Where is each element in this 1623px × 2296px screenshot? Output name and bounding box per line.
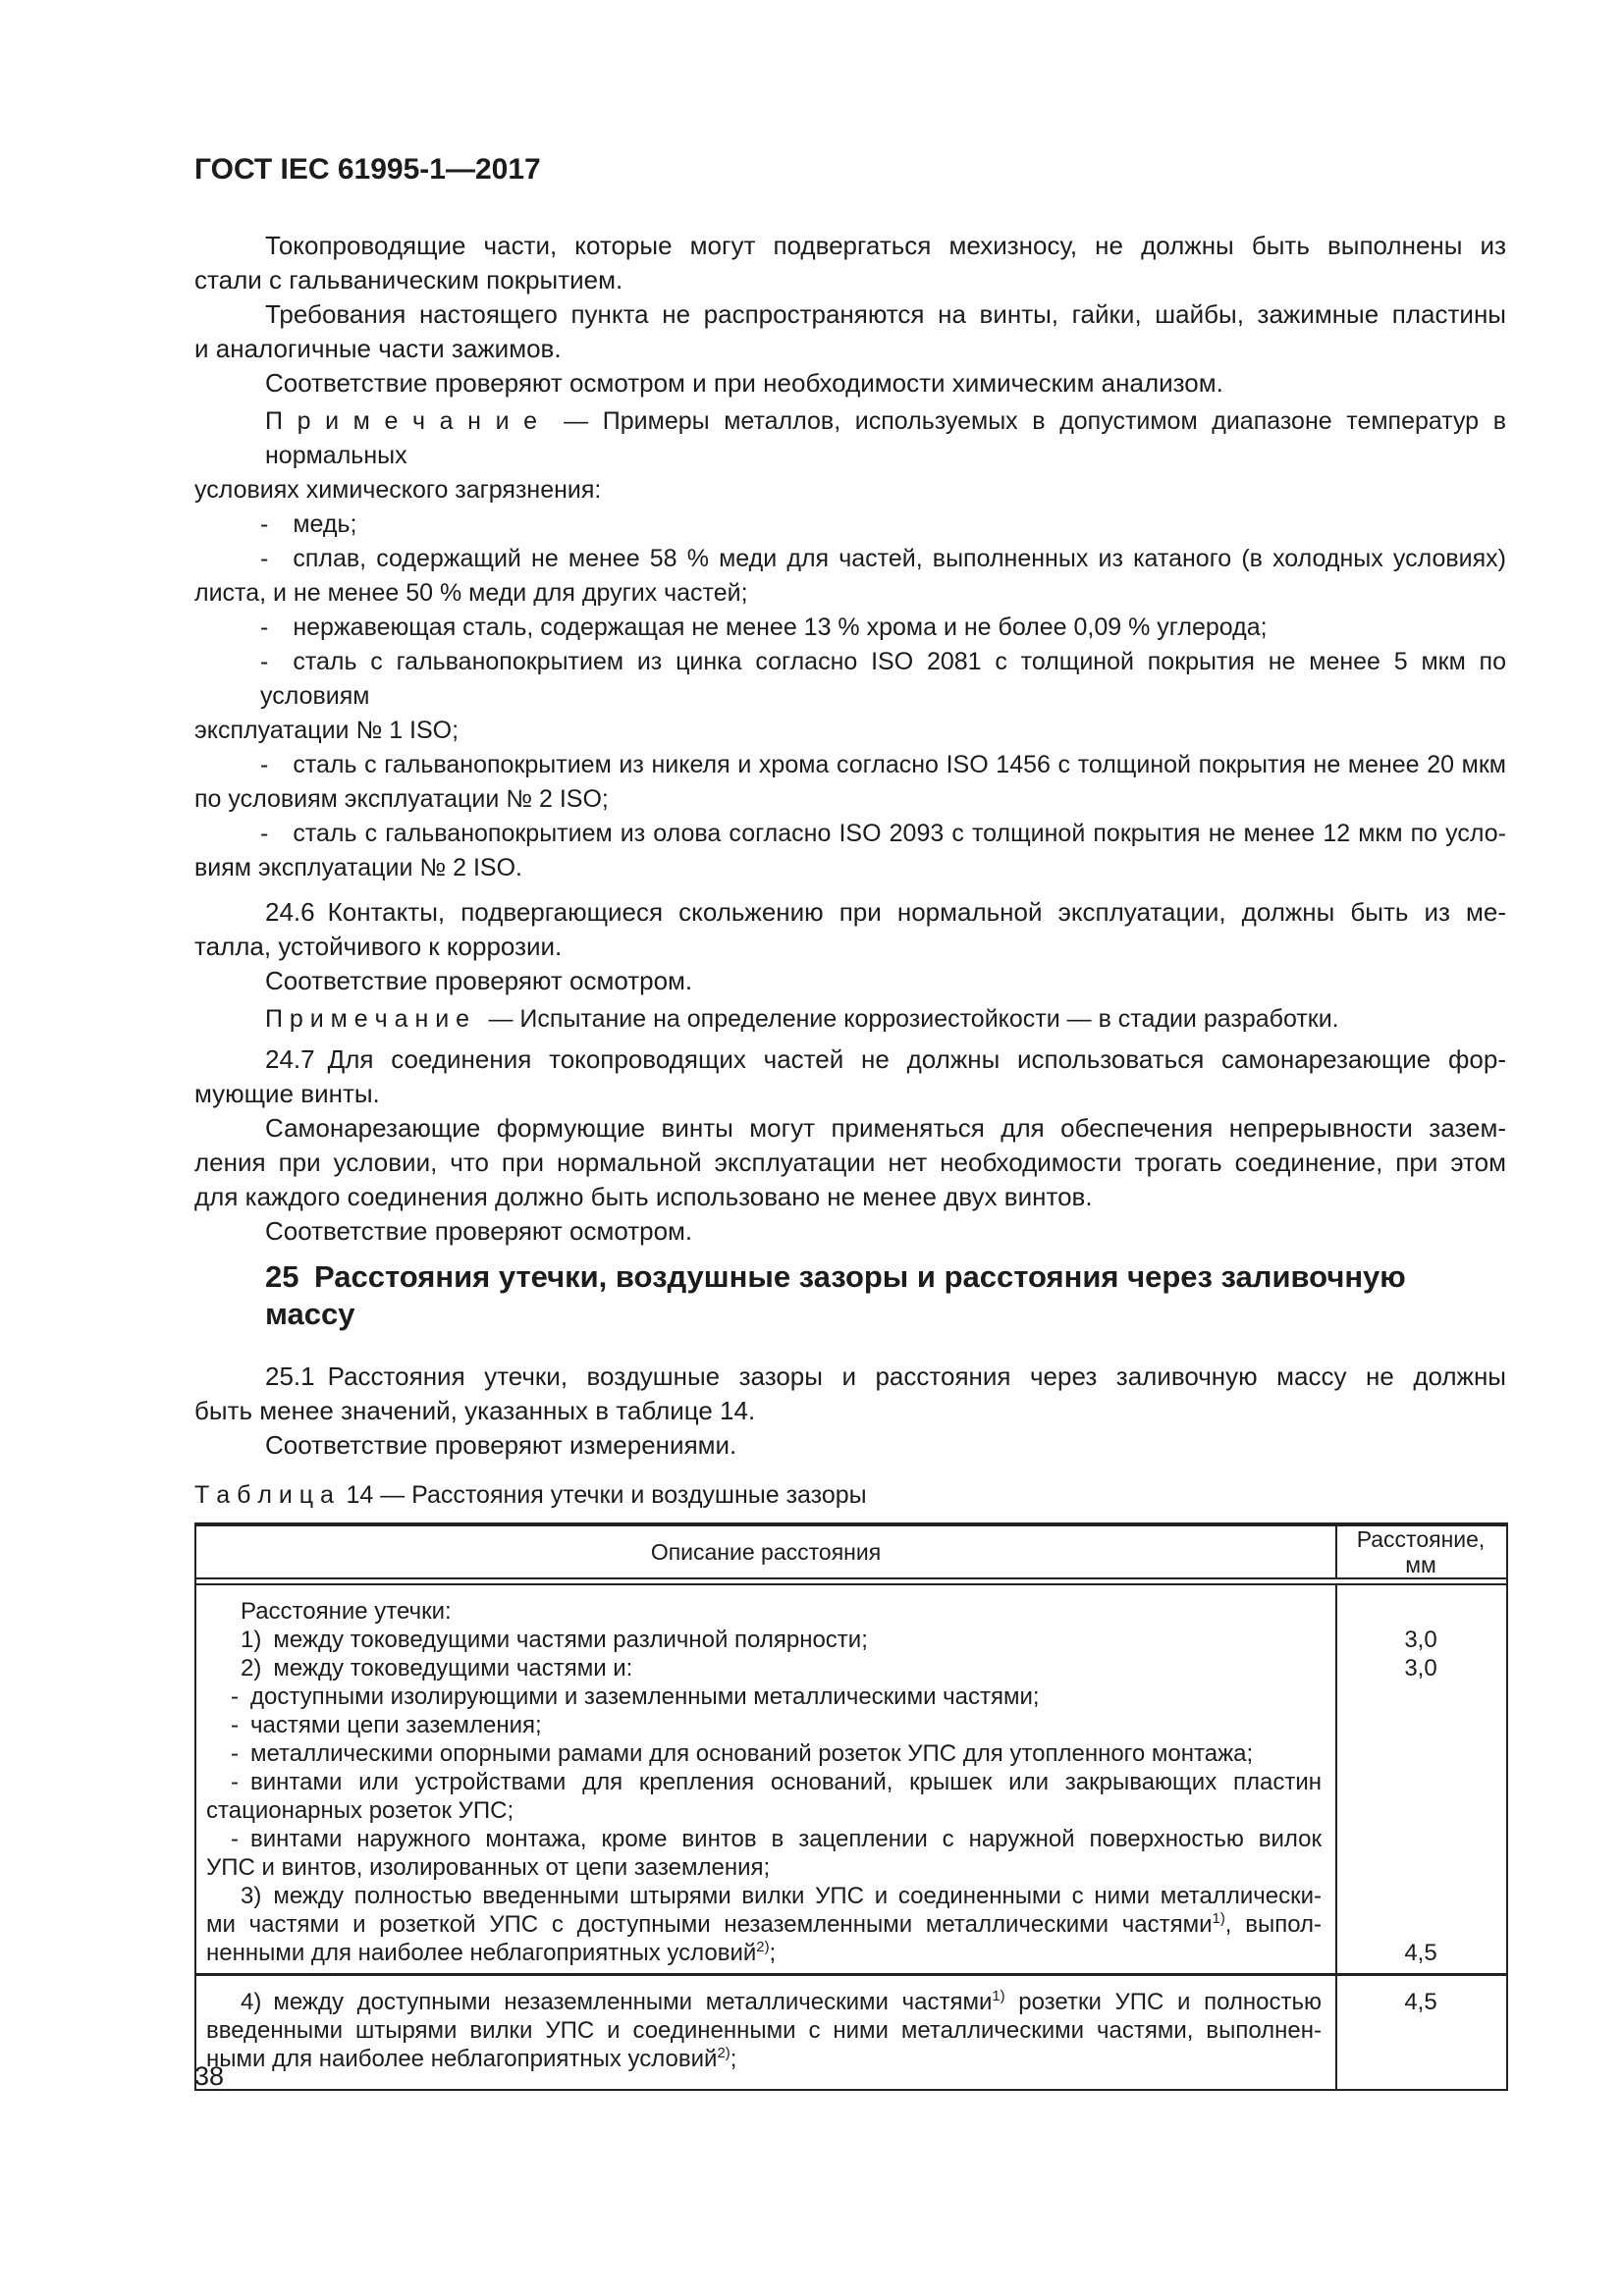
note-list-item bbox=[194, 645, 1506, 748]
column-header-distance-line1: Расстояние, bbox=[1356, 1526, 1486, 1552]
text-line: стали с гальваническим покрытием. bbox=[194, 265, 623, 294]
text-line: Токопроводящие части, которые могут подвергаться мехизносу, не должны быть выполнены из bbox=[265, 231, 1506, 260]
clause-25-1 bbox=[194, 1360, 1506, 1428]
table-cell-item bbox=[196, 1825, 1506, 1882]
table-cell-item bbox=[196, 1882, 1506, 1967]
text-line: 25.1 Расстояния утечки, воздушные зазоры и расстояния через заливочную массу не должны bbox=[265, 1362, 1506, 1391]
table-body bbox=[196, 1585, 1506, 2089]
table-text-line: Расстояние утечки: bbox=[241, 1598, 452, 1625]
note-block bbox=[194, 404, 1506, 885]
table-14-caption: Т а б л и ц а 14 — Расстояния утечки и воздушные зазоры bbox=[194, 1481, 867, 1509]
paragraph bbox=[194, 1111, 1506, 1214]
text-line: 24.7 Для соединения токопроводящих частей не должны использоваться самонарезающие фор- bbox=[265, 1044, 1506, 1074]
note-list-item bbox=[194, 748, 1506, 817]
text-line: и аналогичные части зажимов. bbox=[194, 334, 562, 363]
text-line: Самонарезающие формующие винты могут применяться для обеспечения непрерывности зазем- bbox=[265, 1113, 1506, 1143]
text-line: по условиям эксплуатации № 2 ISO; bbox=[194, 785, 609, 813]
note-block bbox=[194, 1002, 1506, 1037]
doc-number: ГОСТ IEC 61995-1—2017 bbox=[194, 153, 541, 186]
text-line: Соответствие проверяют измерениями. bbox=[265, 1430, 737, 1460]
table-text-line: УПС и винтов, изолированных от цепи заземления; bbox=[206, 1854, 771, 1881]
table-text-line: 1) между токоведущими частями различной полярности; bbox=[241, 1627, 868, 1653]
text-line: быть менее значений, указанных в таблице 14. bbox=[194, 1396, 756, 1425]
text-line: мующие винты. bbox=[194, 1079, 380, 1108]
text-line: массу bbox=[265, 1297, 355, 1331]
table-row bbox=[196, 1976, 1506, 2089]
text-line: листа, и не менее 50 % меди для других частей; bbox=[194, 579, 748, 607]
note-intro bbox=[194, 404, 1506, 507]
text-line: 24.6 Контакты, подвергающиеся скольжению при нормальной эксплуатации, должны быть из ме- bbox=[265, 897, 1506, 927]
text-line: условиях химического загрязнения: bbox=[194, 476, 602, 504]
header-separator-double-rule bbox=[196, 1577, 1506, 1585]
clause-24-7 bbox=[194, 1042, 1506, 1111]
table-header-row bbox=[196, 1526, 1506, 1577]
text-line: - сплав, содержащий не менее 58 % меди для частей, выполненных из катаного (в холодных условиях) bbox=[260, 545, 1506, 572]
text-line: П р и м е ч а н и е — Испытание на определение коррозиестойкости — в стадии разработки. bbox=[265, 1005, 1339, 1033]
table-cell-item bbox=[196, 1597, 1506, 1626]
clause-24-6 bbox=[194, 895, 1506, 964]
text-line: Требования настоящего пункта не распространяются на винты, гайки, шайбы, зажимные пластины bbox=[265, 299, 1506, 329]
table-cell-item bbox=[196, 1626, 1506, 1654]
text-line: - сталь с гальванопокрытием из олова согласно ISO 2093 с толщиной покрытия не менее 12 мкм по усло- bbox=[260, 820, 1506, 847]
note-list-item bbox=[194, 542, 1506, 611]
text-line: ления при условии, что при нормальной эксплуатации нет необходимости трогать соединение, при этом bbox=[194, 1148, 1506, 1177]
text-line: - сталь с гальванопокрытием из никеля и хрома согласно ISO 1456 с толщиной покрытия не менее 20 мкм bbox=[260, 751, 1506, 778]
table-text-line: 4) между доступными незаземленными металлическими частями$^{1)}$ розетки УПС и полностью bbox=[241, 1989, 1322, 2015]
table-cell-item bbox=[196, 1768, 1506, 1825]
table-cell-item bbox=[196, 1654, 1506, 1682]
paragraph bbox=[194, 229, 1506, 297]
text-line: - медь; bbox=[260, 510, 357, 538]
text-line: Соответствие проверяют осмотром и при необходимости химическим анализом. bbox=[265, 368, 1223, 398]
table-text-line: - доступными изолирующими и заземленными металлическими частями; bbox=[231, 1683, 1040, 1710]
text-line: Соответствие проверяют осмотром. bbox=[265, 1216, 693, 1246]
table-text-line: ненными для наиболее неблагоприятных условий$^{2)}$; bbox=[206, 1940, 777, 1966]
distance-value: 3,0 bbox=[1404, 1627, 1437, 1653]
paragraph bbox=[194, 964, 1506, 998]
document-content bbox=[194, 229, 1506, 1513]
table-cell-item bbox=[196, 1739, 1506, 1768]
table-text-line: стационарных розеток УПС; bbox=[206, 1797, 514, 1824]
table-cell-item bbox=[196, 1682, 1506, 1711]
table-row bbox=[196, 1585, 1506, 1973]
distance-value: 4,5 bbox=[1404, 1940, 1437, 1966]
distance-value: 4,5 bbox=[1404, 1989, 1437, 2015]
table-text-line: - винтами или устройствами для крепления оснований, крышек или закрывающих пластин bbox=[231, 1769, 1322, 1795]
table-text-line: - винтами наружного монтажа, кроме винтов в зацеплении с наружной поверхностью вилок bbox=[231, 1826, 1322, 1852]
table-text-line: ными для наиболее неблагоприятных условий$^{2)}$; bbox=[206, 2046, 737, 2072]
note-list-item bbox=[194, 507, 1506, 542]
table-cell-item bbox=[196, 1711, 1506, 1739]
text-line: для каждого соединения должно быть использовано не менее двух винтов. bbox=[194, 1182, 1093, 1211]
text-line: 25 Расстояния утечки, воздушные зазоры и расстояния через заливочную bbox=[265, 1259, 1406, 1294]
text-line: виям эксплуатации № 2 ISO. bbox=[194, 854, 522, 881]
text-line: - сталь с гальванопокрытием из цинка согласно ISO 2081 с толщиной покрытия не менее 5 мкм по условиям bbox=[260, 648, 1506, 710]
page-number: 38 bbox=[194, 2061, 225, 2091]
column-header-description: Описание расстояния bbox=[650, 1539, 882, 1565]
distance-value: 3,0 bbox=[1404, 1655, 1437, 1682]
table-text-line: 3) между полностью введенными штырями вилки УПС и соединенными с ними металлически- bbox=[241, 1883, 1322, 1909]
table-text-line: введенными штырями вилки УПС и соединенными с ними металлическими частями, выполнен- bbox=[206, 2017, 1322, 2044]
paragraph bbox=[194, 1428, 1506, 1463]
table-text-line: - частями цепи заземления; bbox=[231, 1712, 542, 1738]
paragraph bbox=[194, 1214, 1506, 1249]
text-line: - нержавеющая сталь, содержащая не менее 13 % хрома и не более 0,09 % углерода; bbox=[260, 614, 1268, 641]
note-list-item bbox=[194, 611, 1506, 645]
section-25-heading bbox=[265, 1258, 1506, 1333]
table-14 bbox=[194, 1522, 1508, 2091]
note-text bbox=[194, 1002, 1506, 1037]
paragraph bbox=[194, 297, 1506, 366]
table-text-line: 2) между токоведущими частями и: bbox=[241, 1655, 633, 1682]
text-line: эксплуатации № 1 ISO; bbox=[194, 717, 460, 744]
table-text-line: - металлическими опорными рамами для оснований розеток УПС для утопленного монтажа; bbox=[231, 1740, 1254, 1767]
text-line: П р и м е ч а н и е — Примеры металлов, используемых в допустимом диапазоне температур в нормальных bbox=[265, 407, 1506, 469]
table-cell-item bbox=[196, 1988, 1506, 2073]
column-header-distance bbox=[1335, 1526, 1506, 1577]
text-line: талла, устойчивого к коррозии. bbox=[194, 932, 563, 961]
note-list-item bbox=[194, 817, 1506, 885]
paragraph bbox=[194, 366, 1506, 400]
table-text-line: ми частями и розеткой УПС с доступными незаземленными металлическими частями$^{1)}$, выпол- bbox=[206, 1911, 1323, 1938]
column-header-distance-line2: мм bbox=[1405, 1552, 1436, 1577]
text-line: Соответствие проверяют осмотром. bbox=[265, 966, 693, 995]
column-divider bbox=[1335, 1526, 1337, 1577]
